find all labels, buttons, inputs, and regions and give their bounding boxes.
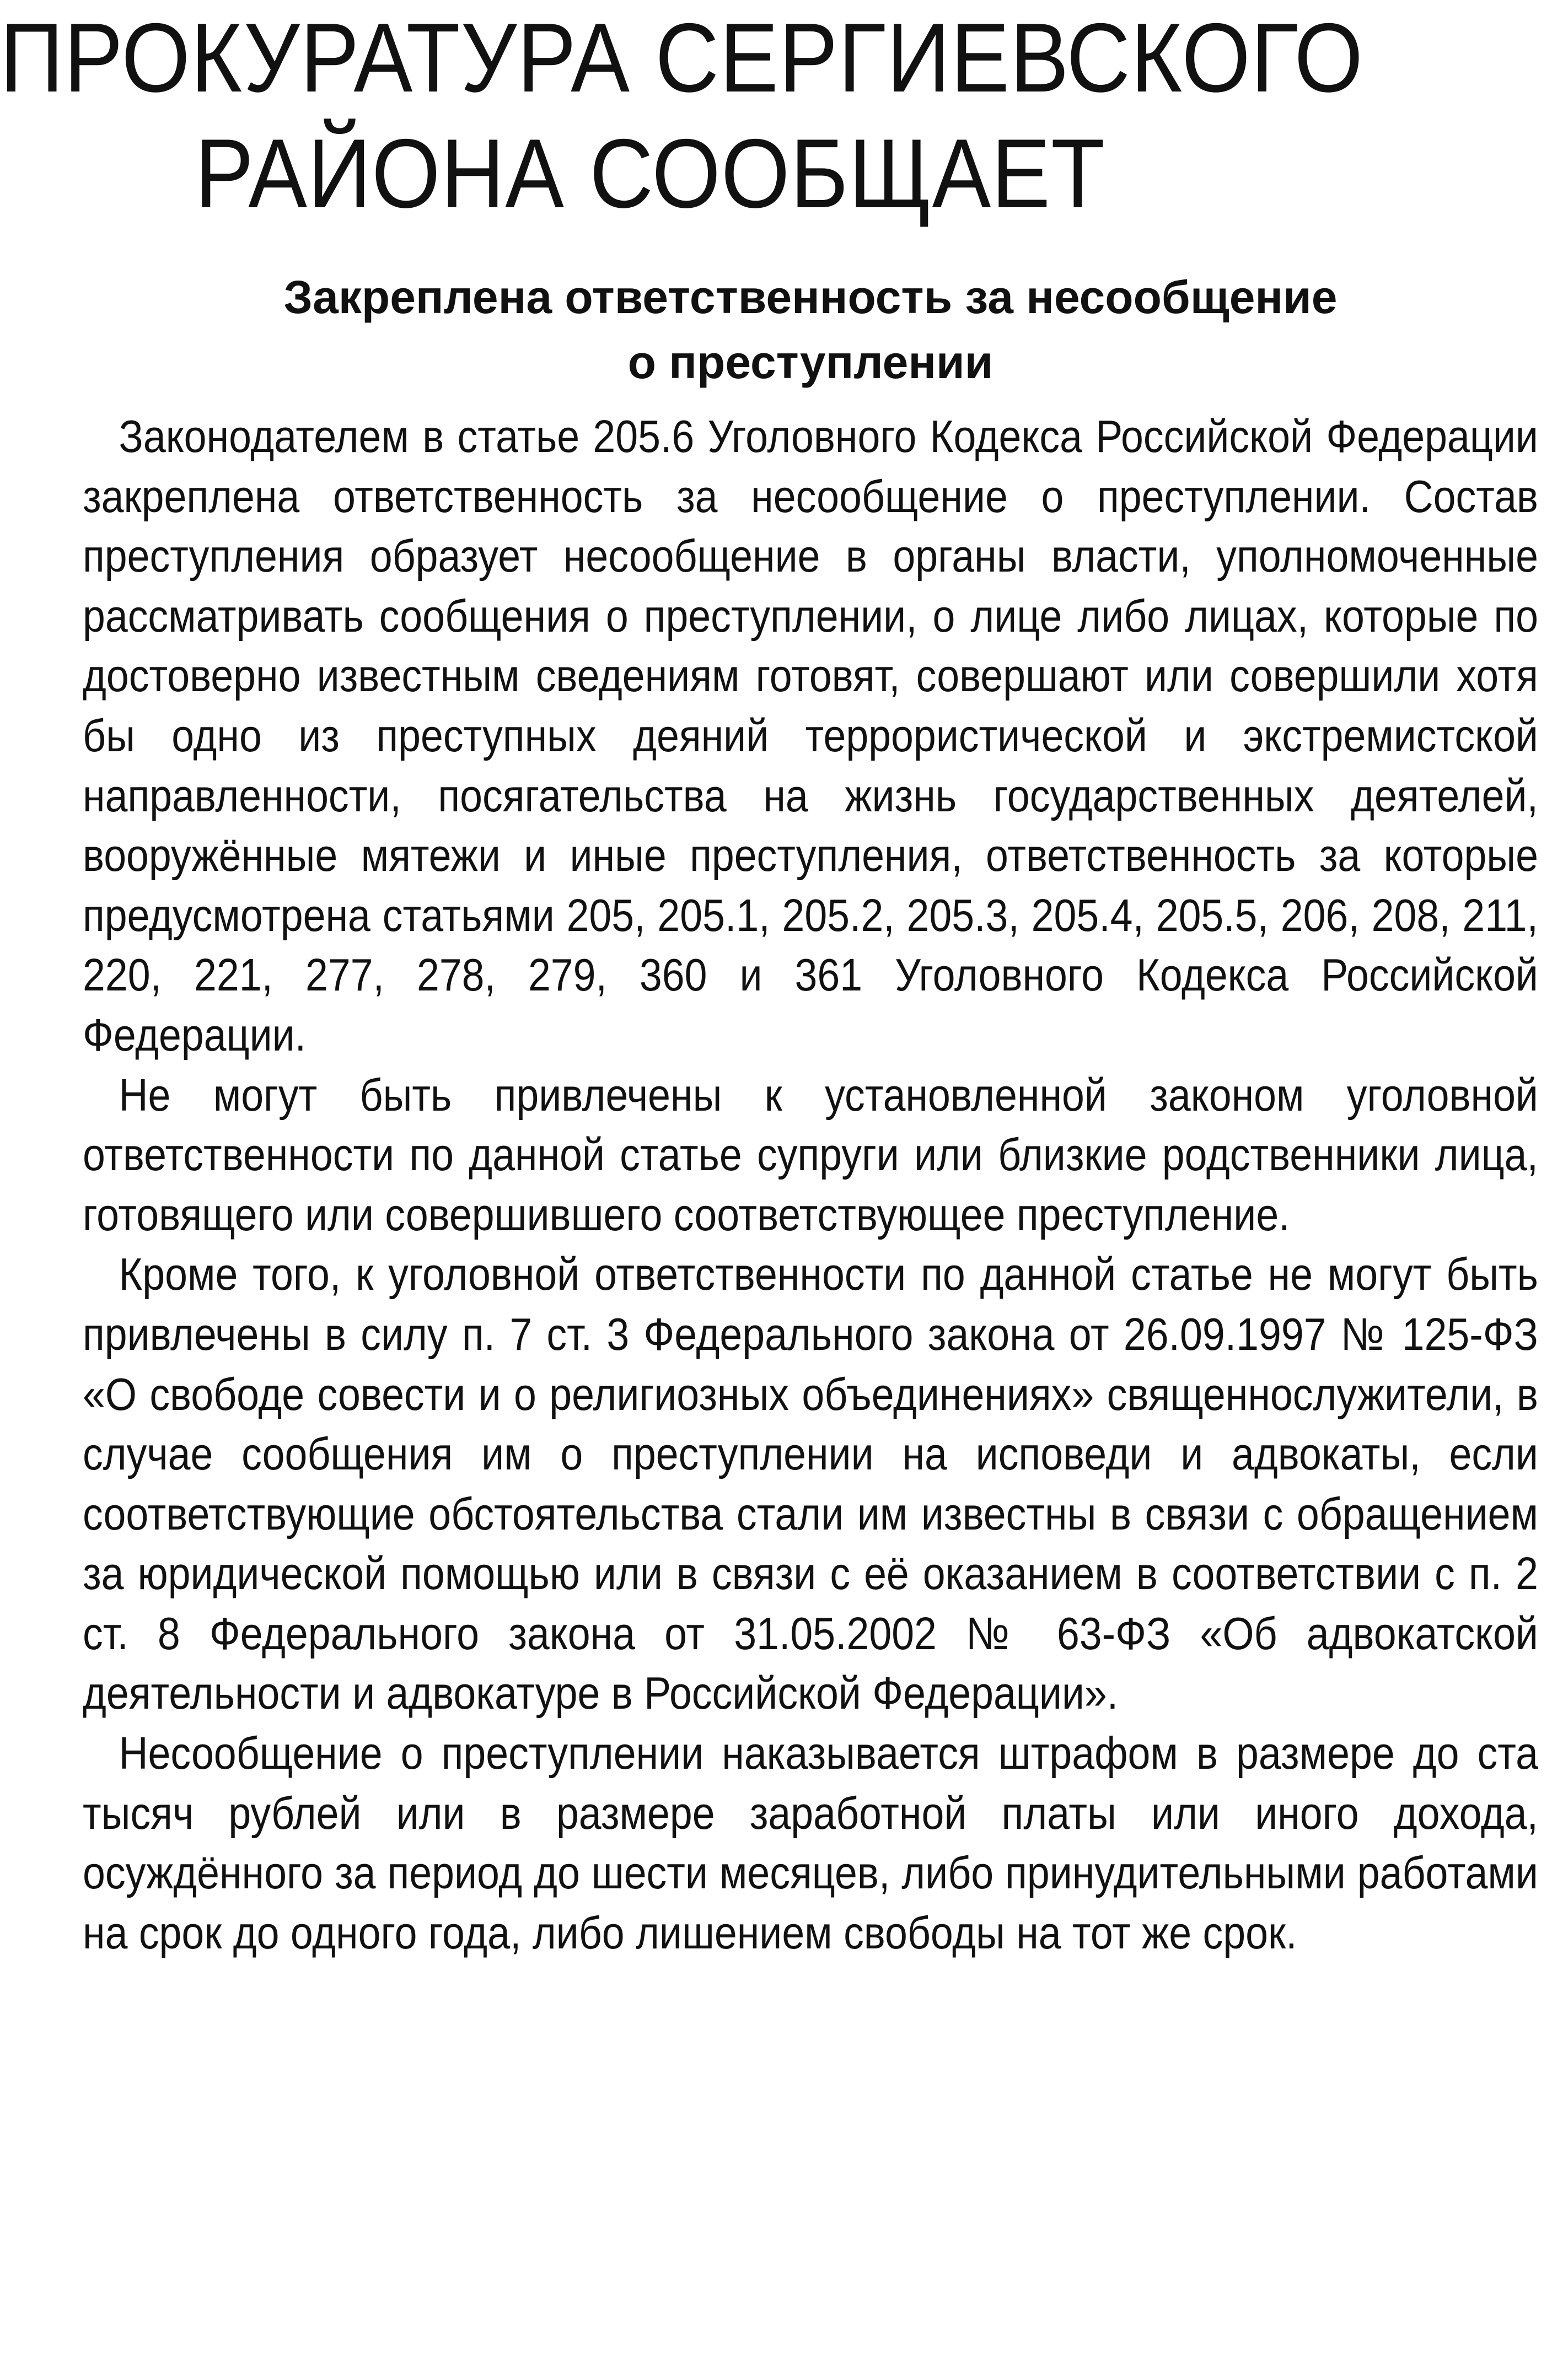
section-masthead bbox=[0, 0, 1364, 231]
article bbox=[83, 265, 1538, 1963]
article-paragraph-1: Законодателем в статье 205.6 Уголовного Кодекса Российской Федерации закреплена ответственность за несообщение о преступлении. Состав преступления образует несообщение в органы власти, уполномоченные рассматривать сообщения о преступлении, о лице либо лицах, которые по достоверно известным сведениям готовят, совершают или совершили хотя бы одно из преступных деяний террористической и экстремистской направленности, посягательства на жизнь государственных деятелей, вооружённые мятежи и иные преступления, ответственность за которые предусмотрена статьями 205, 205.1, 205.2, 205.3, 205.4, 205.5, 206, 208, 211, 220, 221, 277, 278, 279, 360 и 361 Уголовного Кодекса Российской Федерации. bbox=[83, 411, 1538, 1060]
masthead-line-2: РАЙОНА СООБЩАЕТ bbox=[195, 119, 1105, 228]
masthead-line-1: ПРОКУРАТУРА СЕРГИЕВСКОГО bbox=[0, 3, 1364, 112]
article-headline bbox=[83, 265, 1538, 395]
article-body bbox=[83, 407, 1538, 1963]
headline-line-2: о преступлении bbox=[627, 336, 994, 388]
article-paragraph-4: Несообщение о преступлении наказывается штрафом в размере до ста тысяч рублей или в размере заработной платы или иного дохода, осуждённого за период до шести месяцев, либо принудительными работами на срок до одного года, либо лишением свободы на тот же срок. bbox=[83, 1727, 1538, 1958]
article-paragraph-3: Кроме того, к уголовной ответственности по данной статье не могут быть привлечены в силу п. 7 ст. 3 Федерального закона от 26.09.1997 № 125-ФЗ «О свободе совести и о религиозных объединениях» священнослужители, в случае сообщения им о преступлении на исповеди и адвокаты, если соответствующие обстоятельства стали им известны в связи с обращением за юридической помощью или в связи с её оказанием в соответствии с п. 2 ст. 8 Федерального закона от 31.05.2002 № 63-ФЗ «Об адвокатской деятельности и адвокатуре в Российской Федерации». bbox=[83, 1248, 1538, 1719]
headline-line-1: Закреплена ответственность за несообщение bbox=[283, 271, 1338, 323]
article-paragraph-2: Не могут быть привлечены к установленной законом уголовной ответственности по данной статье супруги или близкие родственники лица, готовящего или совершившего соответствующее преступление. bbox=[83, 1069, 1538, 1240]
